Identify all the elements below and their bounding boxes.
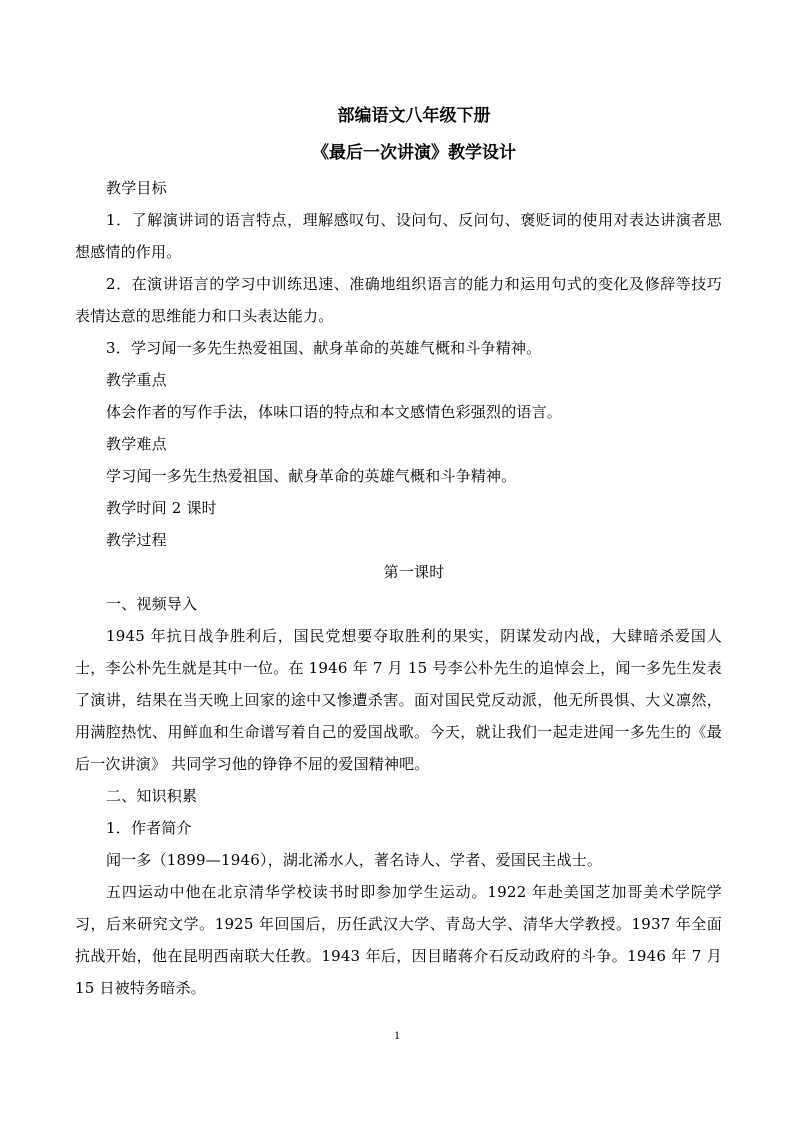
paragraph: 学习闻一多先生热爱祖国、献身革命的英雄气概和斗争精神。 xyxy=(106,467,517,485)
paragraph: 教学目标 xyxy=(106,179,167,197)
paragraph: 1945 年抗日战争胜利后，国民党想要夺取胜利的果实，阴谋发动内战，大肆暗杀爱国人士，李公朴先生就是其中一位。在 1946 年 7 月 15 号李公朴先生的追悼会上，闻一多先生发表了演讲，结果在当天晚上回家的途中又惨遭杀害。面对国民党反动派，他无所畏惧、大义凛然，用满腔热忱、用鲜血和生命谱写着自己的爱国战歌。今天，就让我们一起走进闻一多先生的《最后一次讲演》 共同学习他的铮铮不屈的爱国精神吧。 xyxy=(75,627,722,773)
paragraph: 二、知识积累 xyxy=(106,787,198,805)
paragraph: 体会作者的写作手法，体味口语的特点和本文感情色彩强烈的语言。 xyxy=(106,403,563,421)
document-page xyxy=(75,100,722,1004)
section-heading: 第一课时 xyxy=(383,563,445,581)
paragraph: 教学重点 xyxy=(106,371,167,389)
paragraph: 2．在演讲语言的学习中训练迅速、准确地组织语言的能力和运用句式的变化及修辞等技巧表情达意的思维能力和口头表达能力。 xyxy=(75,275,722,325)
paragraph: 闻一多（1899—1946），湖北浠水人，著名诗人、学者、爱国民主战士。 xyxy=(106,851,603,869)
paragraph: 五四运动中他在北京清华学校读书时即参加学生运动。1922 年赴美国芝加哥美术学院学习，后来研究文学。1925 年回国后，历任武汉大学、青岛大学、清华大学教授。1937 年全面抗战开始，他在昆明西南联大任教。1943 年后，因目睹蒋介石反动政府的斗争。1946 年 7 月 15 日被特务暗杀。 xyxy=(75,883,722,997)
paragraph: 3．学习闻一多先生热爱祖国、献身革命的英雄气概和斗争精神。 xyxy=(106,339,542,357)
document-title: 部编语文八年级下册 xyxy=(337,106,491,126)
page-number: 1 xyxy=(394,1028,400,1042)
document-subtitle: 《最后一次讲演》教学设计 xyxy=(312,143,516,163)
paragraph: 1．作者简介 xyxy=(106,819,192,837)
paragraph: 1．了解演讲词的语言特点，理解感叹句、设问句、反问句、褒贬词的使用对表达讲演者思想感情的作用。 xyxy=(75,211,722,261)
paragraph: 教学时间 2 课时 xyxy=(106,499,217,517)
paragraph: 教学难点 xyxy=(106,435,167,453)
paragraph: 教学过程 xyxy=(106,531,167,549)
paragraph: 一、视频导入 xyxy=(106,595,198,613)
document-body xyxy=(75,172,722,1004)
